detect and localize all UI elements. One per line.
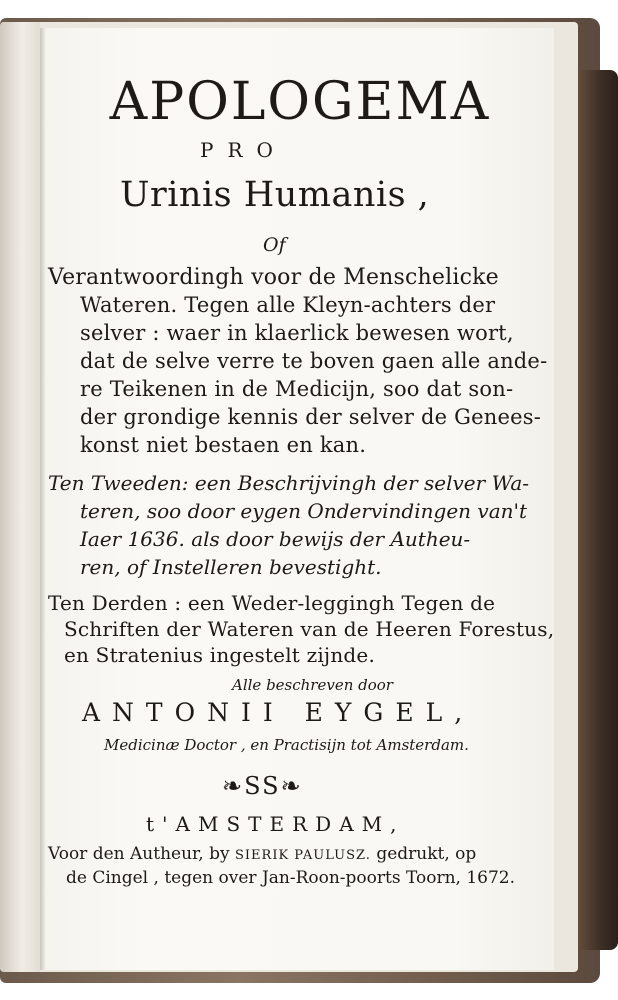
para1-line: Verantwoordingh voor de Menschelicke — [48, 265, 499, 290]
fleuron-ornament: ❧SS❧ — [222, 772, 303, 800]
para1-line: re Teikenen in de Medicijn, soo dat son- — [80, 377, 514, 401]
facing-page-edge — [0, 22, 40, 972]
para2-line: ren, of Instelleren bevestight. — [80, 555, 382, 579]
para1-line: konst niet bestaen en kan. — [80, 433, 367, 457]
title-pro: PRO — [200, 138, 287, 162]
imprint-city: t'AMSTERDAM, — [146, 812, 405, 836]
para3-line: en Stratenius ingestelt zijnde. — [64, 643, 376, 667]
title-of: Of — [263, 234, 286, 256]
para3-line: Ten Derden : een Weder-leggingh Tegen de — [48, 591, 496, 615]
author-title: Medicinæ Doctor , en Practisijn tot Amsterdam. — [104, 736, 469, 754]
para1-line: selver : waer in klaerlick bewesen wort, — [80, 321, 514, 345]
para2-line: Ten Tweeden: een Beschrijvingh der selver Wa- — [48, 471, 530, 495]
cover-edge — [573, 70, 618, 950]
described-by: Alle beschreven door — [232, 676, 393, 694]
para1-line: der grondige kennis der selver de Genees- — [80, 405, 542, 429]
imprint-place: gedrukt, op — [376, 844, 477, 864]
imprint-line-2: de Cingel , tegen over Jan-Roon-poorts Toorn, 1672. — [66, 868, 516, 888]
gutter-shadow — [40, 28, 46, 970]
imprint-line-1 — [48, 846, 476, 863]
para2-line: Iaer 1636. als door bewijs der Autheu- — [80, 527, 471, 551]
para1-line: Wateren. Tegen alle Kleyn-achters der — [80, 293, 496, 317]
imprint-publisher: Voor den Autheur, by — [48, 844, 230, 864]
imprint-printer: SIERIK PAULUSZ. — [235, 848, 371, 863]
author-name: ANTONII EYGEL, — [82, 698, 475, 727]
book-subtitle: Urinis Humanis , — [120, 175, 430, 215]
para3-line: Schriften der Wateren van de Heeren Forestus, — [64, 617, 555, 641]
para1-line: dat de selve verre te boven gaen alle ande- — [80, 349, 548, 373]
para2-line: teren, soo door eygen Ondervindingen van't — [80, 499, 528, 523]
book-title: APOLOGEMA — [109, 72, 491, 132]
